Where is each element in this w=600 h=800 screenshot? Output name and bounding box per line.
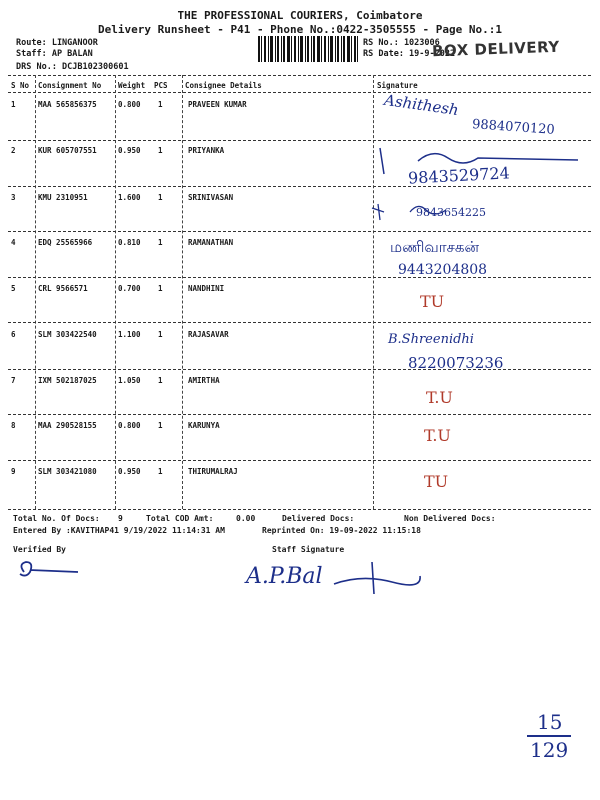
col-header-signature: Signature xyxy=(377,81,418,90)
row-consignment: EDQ 25565966 xyxy=(38,238,93,247)
row-pcs: 1 xyxy=(158,284,163,293)
non-delivered-docs-label: Non Delivered Docs: xyxy=(404,514,496,523)
row-weight: 0.950 xyxy=(118,467,141,476)
total-docs-label: Total No. Of Docs: xyxy=(13,514,100,523)
runsheet-title: Delivery Runsheet - P41 - Phone No.:0422-3505555 - Page No.:1 xyxy=(98,23,502,36)
row-consignment: CRL 9566571 xyxy=(38,284,88,293)
row-divider xyxy=(8,231,591,232)
row-consignment: MAA 290528155 xyxy=(38,421,97,430)
row-consignment: KUR 605707551 xyxy=(38,146,97,155)
row-weight: 0.800 xyxy=(118,100,141,109)
row-weight: 0.800 xyxy=(118,421,141,430)
signature-row-4: மணிவாசகன் xyxy=(390,238,480,256)
delivered-docs-label: Delivered Docs: xyxy=(282,514,355,523)
signature-row-8: T.U xyxy=(424,426,451,445)
rs-date: RS Date: 19-9-2022 xyxy=(363,49,456,59)
phone-row-2: 9843529724 xyxy=(407,163,511,188)
row-consignee: SRINIVASAN xyxy=(188,193,234,202)
phone-row-3: 9843654225 xyxy=(416,206,486,219)
row-pcs: 1 xyxy=(158,330,163,339)
page-note-top: 15 xyxy=(537,710,563,734)
staff-label: Staff: AP BALAN xyxy=(16,49,93,59)
signature-row-7: T.U xyxy=(426,388,453,407)
row-divider xyxy=(8,369,591,370)
row-pcs: 1 xyxy=(158,238,163,247)
col-header-weight: Weight xyxy=(118,81,146,90)
verified-by-label: Verified By xyxy=(13,545,66,554)
row-consignee: RAJASAVAR xyxy=(188,330,229,339)
row-sno: 3 xyxy=(11,193,16,202)
barcode xyxy=(258,36,358,62)
total-docs-value: 9 xyxy=(118,514,123,523)
row-sno: 9 xyxy=(11,467,16,476)
row-sno: 8 xyxy=(11,421,16,430)
staff-signature-flourish xyxy=(332,560,422,600)
row-consignee: PRAVEEN KUMAR xyxy=(188,100,247,109)
row-divider xyxy=(8,140,591,141)
verified-by-signature xyxy=(16,558,86,582)
row-pcs: 1 xyxy=(158,100,163,109)
row-pcs: 1 xyxy=(158,376,163,385)
row-pcs: 1 xyxy=(158,193,163,202)
row-consignment: SLM 303421080 xyxy=(38,467,97,476)
row-consignment: MAA 565856375 xyxy=(38,100,97,109)
rs-number: RS No.: 1023006 xyxy=(363,38,440,48)
row-consignee: AMIRTHA xyxy=(188,376,220,385)
company-title: THE PROFESSIONAL COURIERS, Coimbatore xyxy=(177,9,423,22)
col-header-consignee: Consignee Details xyxy=(185,81,262,90)
signature-row-1: Ashithesh xyxy=(383,90,460,120)
row-weight: 1.100 xyxy=(118,330,141,339)
entered-by: Entered By :KAVITHAP41 9/19/2022 11:14:31 AM xyxy=(13,526,225,535)
row-consignment: IXM 502187025 xyxy=(38,376,97,385)
phone-row-6: 8220073236 xyxy=(408,354,504,372)
box-delivery-stamp: BOX DELIVERY xyxy=(431,37,561,61)
cod-value: 0.00 xyxy=(236,514,256,523)
staff-signature-label: Staff Signature xyxy=(272,545,345,554)
route-label: Route: LINGANOOR xyxy=(16,38,98,48)
row-divider xyxy=(8,414,591,415)
row-pcs: 1 xyxy=(158,421,163,430)
phone-row-1: 9884070120 xyxy=(471,117,556,138)
row-weight: 0.700 xyxy=(118,284,141,293)
row-pcs: 1 xyxy=(158,467,163,476)
row-divider xyxy=(8,322,591,323)
row-consignment: SLM 303422540 xyxy=(38,330,97,339)
col-header-consignment: Consignment No xyxy=(38,81,102,90)
table-bottom-border xyxy=(8,509,591,510)
row-sno: 4 xyxy=(11,238,16,247)
row-consignee: PRIYANKA xyxy=(188,146,225,155)
row-sno: 7 xyxy=(11,376,16,385)
row-divider xyxy=(8,277,591,278)
row-divider xyxy=(8,186,591,187)
page-note-divider xyxy=(527,735,571,737)
row-pcs: 1 xyxy=(158,146,163,155)
row-weight: 1.600 xyxy=(118,193,141,202)
row-divider xyxy=(8,460,591,461)
row-consignee: KARUNYA xyxy=(188,421,220,430)
row-sno: 5 xyxy=(11,284,16,293)
row-weight: 0.950 xyxy=(118,146,141,155)
row-consignment: KMU 2310951 xyxy=(38,193,88,202)
row-consignee: RAMANATHAN xyxy=(188,238,234,247)
staff-signature: A.P.Bal xyxy=(246,564,323,589)
drs-number: DRS No.: DCJB102300601 xyxy=(16,62,129,72)
header-bottom-border xyxy=(8,92,591,93)
col-header-sno: S No xyxy=(11,81,30,90)
row-weight: 1.050 xyxy=(118,376,141,385)
signature-row-9: TU xyxy=(424,472,449,491)
table-top-border xyxy=(8,75,591,76)
col-header-pcs: PCS xyxy=(154,81,168,90)
cod-label: Total COD Amt: xyxy=(146,514,214,523)
phone-row-4: 9443204808 xyxy=(398,262,488,278)
page-note-bottom: 129 xyxy=(530,738,569,762)
row-consignee: NANDHINI xyxy=(188,284,225,293)
reprinted-on: Reprinted On: 19-09-2022 11:15:18 xyxy=(262,526,421,535)
row-sno: 6 xyxy=(11,330,16,339)
row-weight: 0.810 xyxy=(118,238,141,247)
signature-row-6: B.Shreenidhi xyxy=(388,332,474,347)
row-sno: 2 xyxy=(11,146,16,155)
row-consignee: THIRUMALRAJ xyxy=(188,467,238,476)
row-sno: 1 xyxy=(11,100,16,109)
signature-row-5: TU xyxy=(420,292,445,311)
